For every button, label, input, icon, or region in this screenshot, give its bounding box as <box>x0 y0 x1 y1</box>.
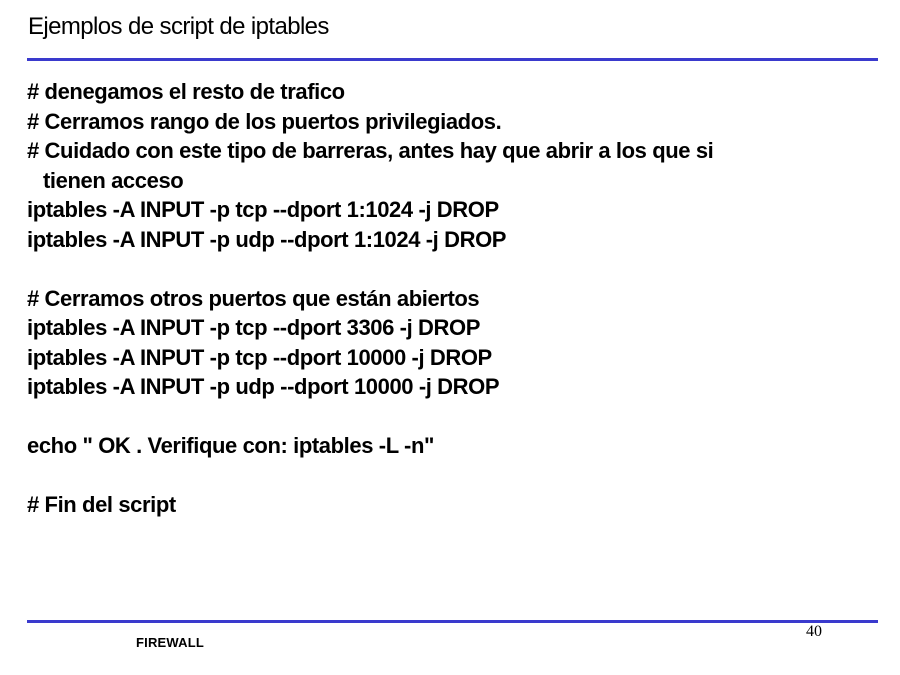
script-line: # denegamos el resto de trafico <box>27 79 345 104</box>
script-line: iptables -A INPUT -p tcp --dport 10000 -j DROP <box>27 344 492 370</box>
script-line-blank <box>27 254 872 284</box>
script-line-blank <box>27 461 872 491</box>
script-line-blank <box>27 402 872 432</box>
script-line: iptables -A INPUT -p udp --dport 10000 -j DROP <box>27 374 500 399</box>
script-body <box>27 77 872 520</box>
script-line: iptables -A INPUT -p tcp --dport 3306 -j DROP <box>27 315 480 340</box>
script-line: # Cerramos otros puertos que están abiertos <box>27 285 480 311</box>
script-line-wrapped: tienen acceso <box>43 167 184 193</box>
title-underline-rule <box>27 58 878 61</box>
script-line: # Cerramos rango de los puertos privilegiados. <box>27 108 502 134</box>
footer-divider-rule <box>27 620 878 623</box>
script-line: echo " OK . Verifique con: iptables -L -n" <box>27 433 435 458</box>
page-number: 40 <box>806 623 822 640</box>
script-line: iptables -A INPUT -p tcp --dport 1:1024 -j DROP <box>27 197 499 222</box>
script-line: # Fin del script <box>27 492 176 517</box>
script-line: iptables -A INPUT -p udp --dport 1:1024 -j DROP <box>27 226 507 252</box>
footer-label: FIREWALL <box>136 635 205 650</box>
script-line: # Cuidado con este tipo de barreras, antes hay que abrir a los que si <box>27 138 714 163</box>
slide-title: Ejemplos de script de iptables <box>28 13 329 40</box>
